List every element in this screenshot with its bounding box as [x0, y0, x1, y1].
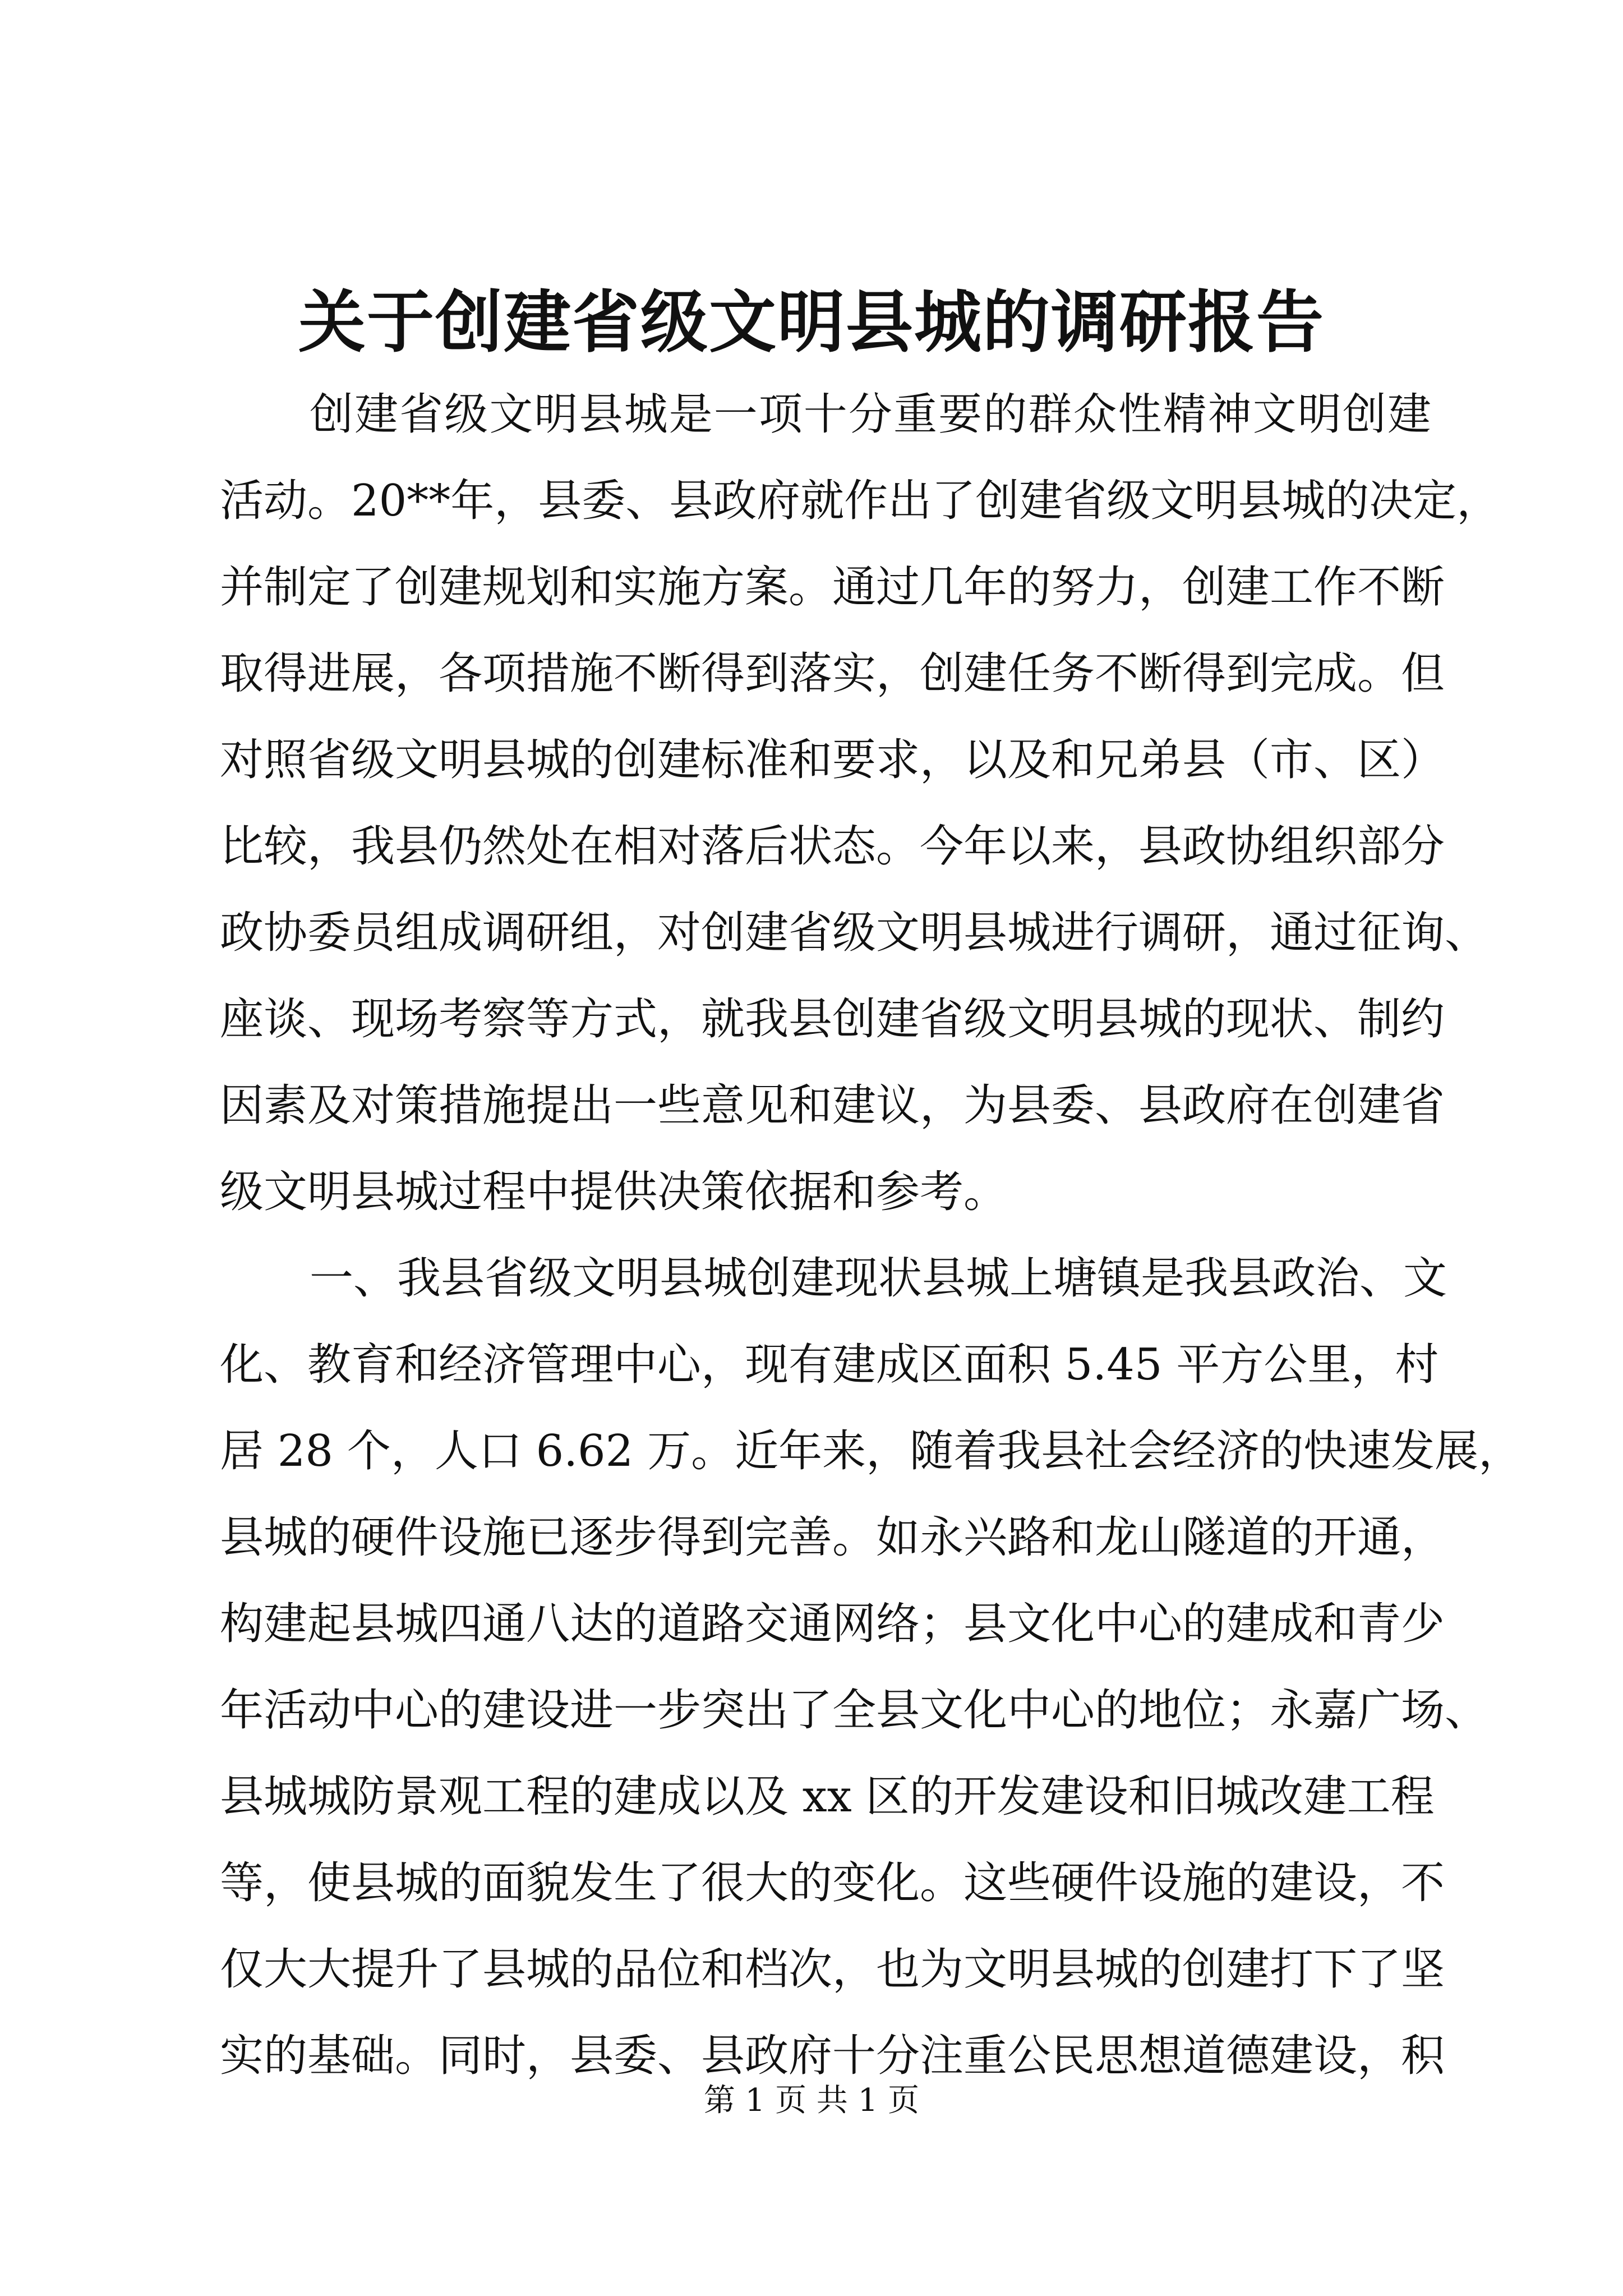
paragraph-line: 取得进展，各项措施不断得到落实，创建任务不断得到完成。但	[220, 648, 1445, 699]
page-footer: 第 1 页 共 1 页	[703, 2082, 920, 2119]
paragraph-line: 县城城防景观工程的建成以及 xx 区的开发建设和旧城改建工程	[220, 1772, 1435, 1822]
paragraph-line: 并制定了创建规划和实施方案。通过几年的努力，创建工作不断	[220, 562, 1445, 613]
paragraph-line: 政协委员组成调研组，对创建省级文明县城进行调研，通过征询、	[220, 908, 1489, 958]
paragraph-line: 因素及对策措施提出一些意见和建议，为县委、县政府在创建省	[220, 1080, 1445, 1131]
paragraph-line: 实的基础。同时，县委、县政府十分注重公民思想道德建设，积	[220, 2031, 1445, 2081]
paragraph-line: 居 28 个，人口 6.62 万。近年来，随着我县社会经济的快速发展，	[220, 1426, 1523, 1476]
document-title: 关于创建省级文明县城的调研报告	[298, 283, 1325, 362]
paragraph-line: 一、我县省级文明县城创建现状县城上塘镇是我县政治、文	[310, 1253, 1447, 1304]
paragraph-line: 仅大大提升了县城的品位和档次，也为文明县城的创建打下了坚	[220, 1944, 1445, 1995]
paragraph-line: 县城的硬件设施已逐步得到完善。如永兴路和龙山隧道的开通，	[220, 1512, 1445, 1563]
paragraph-line: 对照省级文明县城的创建标准和要求，以及和兄弟县（市、区）	[220, 735, 1445, 785]
paragraph-line: 等，使县城的面貌发生了很大的变化。这些硬件设施的建设，不	[220, 1858, 1445, 1908]
paragraph-1	[220, 371, 1501, 1235]
paragraph-line: 化、教育和经济管理中心，现有建成区面积 5.45 平方公里，村	[220, 1340, 1439, 1390]
paragraph-line: 年活动中心的建设进一步突出了全县文化中心的地位；永嘉广场、	[220, 1685, 1489, 1736]
paragraph-line: 构建起县城四通八达的道路交通网络；县文化中心的建成和青少	[220, 1599, 1445, 1649]
document-body	[220, 371, 1523, 2099]
paragraph-line: 级文明县城过程中提供决策依据和参考。	[220, 1167, 1008, 1217]
paragraph-line: 活动。20**年，县委、县政府就作出了创建省级文明县城的决定，	[220, 476, 1501, 526]
paragraph-line: 座谈、现场考察等方式，就我县创建省级文明县城的现状、制约	[220, 994, 1445, 1045]
paragraph-line: 比较，我县仍然处在相对落后状态。今年以来，县政协组织部分	[220, 821, 1445, 872]
paragraph-line: 创建省级文明县城是一项十分重要的群众性精神文明创建	[310, 389, 1431, 440]
paragraph-2	[220, 1235, 1523, 2099]
